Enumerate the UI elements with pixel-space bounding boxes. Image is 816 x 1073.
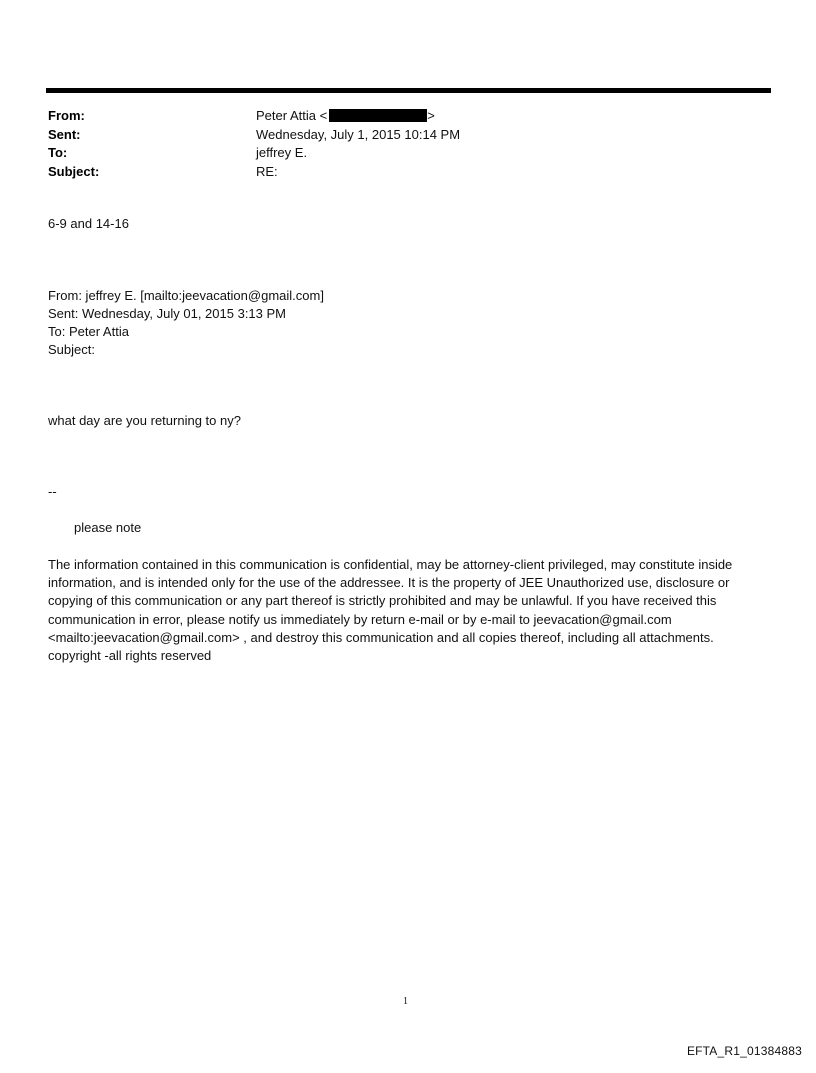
please-note: please note [74, 520, 142, 535]
sent-value: Wednesday, July 1, 2015 10:14 PM [256, 126, 461, 142]
subject-label: Subject: [48, 163, 100, 179]
signature-separator: -- [48, 484, 57, 499]
from-name: Peter Attia < [256, 108, 328, 123]
from-value-end: > [427, 108, 435, 123]
quoted-to: To: Peter Attia [48, 324, 129, 339]
subject-value: RE: [256, 163, 278, 179]
confidentiality-disclaimer: The information contained in this communication is confidential, may be attorney-client privileged, may constitute inside information, and is intended only for the use of the addressee. It is the property of JEE Unauthorized use, disclosure or copying of this communication or any part thereof is strictly prohibited and may be unlawful. If you have received this communication in error, please notify us immediately by return e-mail or by e-mail to jeevacation@gmail.com <mailto:jeevacation@gmail.com> , and destroy this communication and all copies thereof, including all attachments. copyright -all rights reserved [48, 557, 733, 664]
to-label: To: [48, 145, 68, 160]
from-label: From: [48, 108, 85, 123]
quoted-header [48, 287, 324, 359]
from-value [256, 107, 435, 126]
sent-label: Sent: [48, 126, 81, 142]
header-rule [46, 88, 771, 93]
quoted-sent: Sent: Wednesday, July 01, 2015 3:13 PM [48, 306, 286, 321]
redaction-box [329, 109, 427, 122]
to-value: jeffrey E. [256, 145, 308, 160]
quoted-from: From: jeffrey E. [mailto:jeevacation@gmail.com] [48, 288, 324, 303]
quoted-subject: Subject: [48, 342, 95, 357]
document-id: EFTA_R1_01384883 [686, 1044, 802, 1058]
quoted-message: what day are you returning to ny? [48, 413, 241, 428]
page-number: 1 [403, 996, 408, 1007]
reply-body: 6-9 and 14-16 [48, 216, 129, 231]
